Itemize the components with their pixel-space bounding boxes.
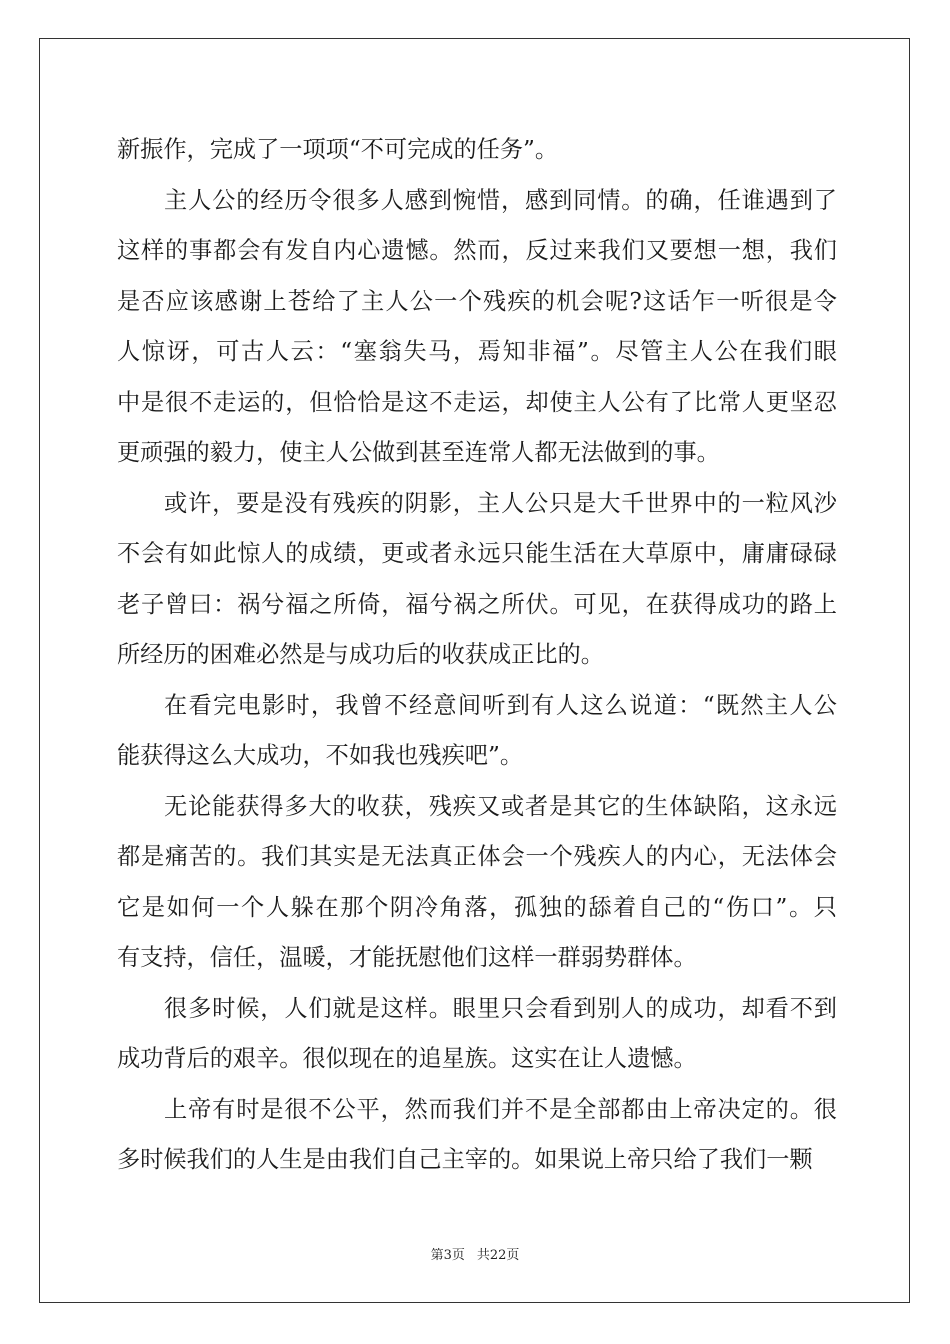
text-line: 或许，要是没有残疾的阴影，主人公只是大千世界中的一粒风沙 (164, 489, 837, 517)
text-line: 上帝有时是很不公平，然而我们并不是全部都由上帝决定的。很 (164, 1095, 837, 1123)
text-line: 有支持，信任，温暖，才能抚慰他们这样一群弱势群体。 (117, 944, 697, 971)
text-line: 老子曾曰：祸兮福之所倚，福兮祸之所伏。可见，在获得成功的路上 (117, 590, 837, 618)
text-line: 无论能获得多大的收获，残疾又或者是其它的生体缺陷，这永远 (164, 792, 837, 820)
text-line: 人惊讶，可古人云：“塞翁失马，焉知非福”。尽管主人公在我们眼 (117, 338, 837, 365)
page-number: 第3页 (430, 1248, 465, 1263)
paragraph (117, 125, 837, 176)
text-line: 是否应该感谢上苍给了主人公一个残疾的机会呢?这话乍一听很是令 (117, 287, 837, 315)
text-line: 能获得这么大成功，不如我也残疾吧”。 (117, 742, 524, 769)
text-line: 中是很不走运的，但恰恰是这不走运，却使主人公有了比常人更坚忍 (117, 388, 837, 416)
text-line: 都是痛苦的。我们其实是无法真正体会一个残疾人的内心，无法体会 (117, 843, 837, 870)
text-line: 主人公的经历令很多人感到惋惜，感到同情。的确，任谁遇到了 (164, 186, 837, 214)
paragraph (117, 681, 837, 782)
paragraph (117, 1085, 837, 1186)
text-line: 成功背后的艰辛。很似现在的追星族。这实在让人遗憾。 (117, 1045, 697, 1072)
text-line: 它是如何一个人躲在那个阴冷角落，孤独的舔着自己的“伤口”。只 (117, 893, 837, 921)
paragraph (117, 782, 837, 984)
paragraph (117, 479, 837, 681)
paragraph (117, 176, 837, 479)
text-line: 很多时候，人们就是这样。眼里只会看到别人的成功，却看不到 (164, 994, 837, 1022)
document-body (117, 125, 837, 1186)
text-line: 所经历的困难必然是与成功后的收获成正比的。 (117, 641, 604, 668)
text-line: 不会有如此惊人的成绩，更或者永远只能生活在大草原中，庸庸碌碌 (117, 540, 837, 567)
text-line: 新振作，完成了一项项“不可完成的任务”。 (117, 136, 559, 163)
text-line: 在看完电影时，我曾不经意间听到有人这么说道：“既然主人公 (164, 691, 837, 719)
page-footer (0, 1246, 950, 1266)
text-line: 这样的事都会有发自内心遗憾。然而，反过来我们又要想一想，我们 (117, 237, 837, 264)
text-line: 更顽强的毅力，使主人公做到甚至连常人都无法做到的事。 (117, 439, 720, 466)
text-line: 多时候我们的人生是由我们自己主宰的。如果说上帝只给了我们一颗 (117, 1146, 813, 1173)
paragraph (117, 984, 837, 1085)
page-total: 共22页 (476, 1248, 520, 1263)
